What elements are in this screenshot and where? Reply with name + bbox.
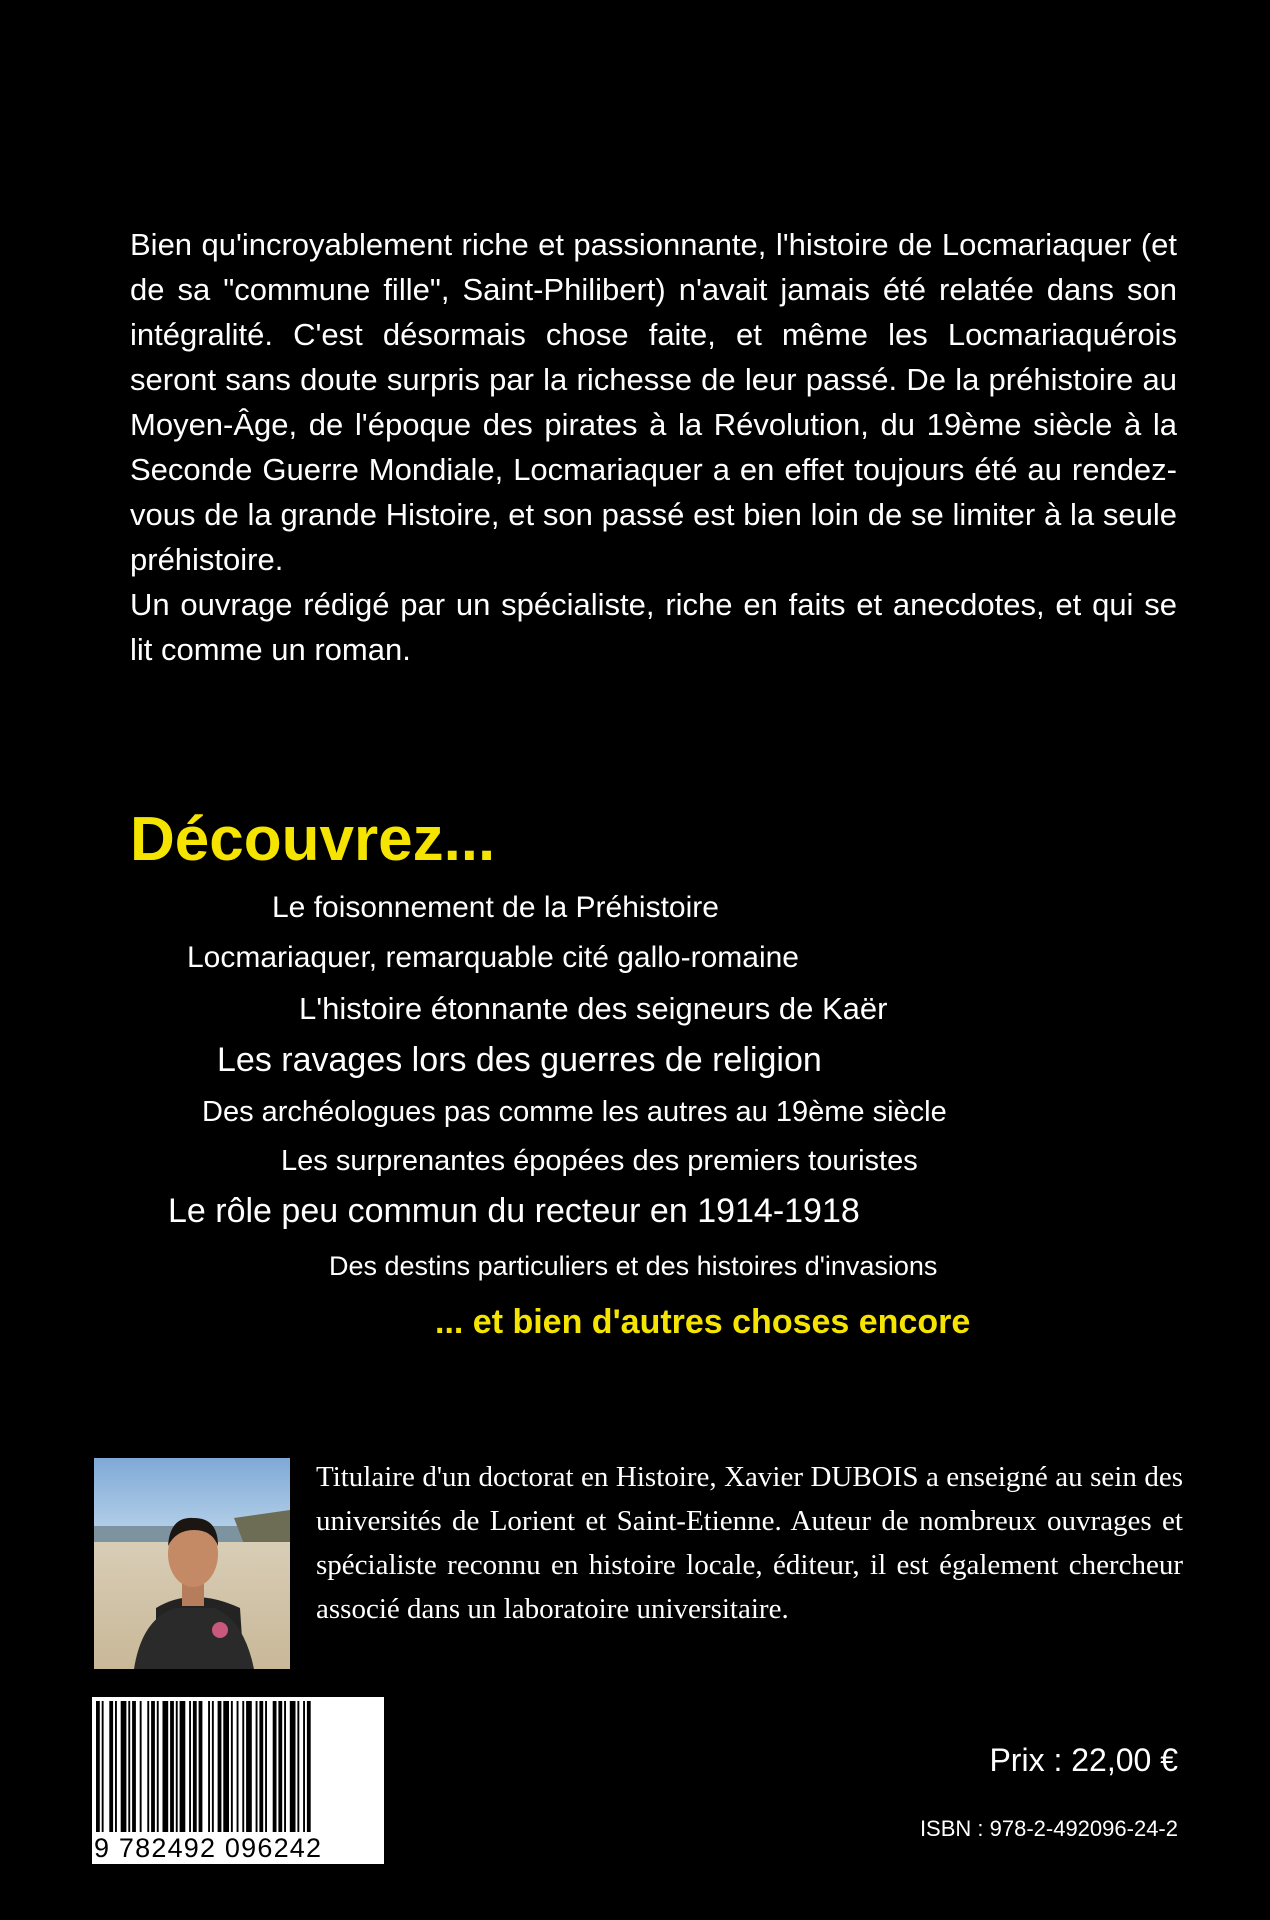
barcode-bar [297,1701,299,1833]
blurb-paragraph-2: Un ouvrage rédigé par un spécialiste, riche en faits et anecdotes, et qui se lit comme un roman. [130,587,1177,667]
barcode-bar [121,1701,127,1833]
discover-heading: Découvrez... [130,805,496,874]
barcode-bar [290,1701,296,1833]
barcode-bar [109,1701,113,1833]
barcode-bar [193,1701,197,1833]
barcode-bar [151,1701,155,1833]
barcode-bar [273,1701,277,1833]
barcode-bar [242,1701,244,1833]
barcode-bar [115,1701,117,1833]
barcode-bar [180,1701,186,1833]
barcode-bar [147,1701,149,1833]
barcode-bar [128,1701,130,1833]
topic-item: L'histoire étonnante des seigneurs de Kaër [299,991,888,1026]
barcode-bar [140,1701,142,1833]
topic-item: Les surprenantes épopées des premiers touristes [281,1145,918,1177]
price-label: Prix : 22,00 € [989,1742,1178,1778]
author-photo-image [94,1458,290,1669]
barcode-bar [199,1701,203,1833]
author-bio: Titulaire d'un doctorat en Histoire, Xavier DUBOIS a enseigné au sein des universités de Lorient et Saint-Etienne. Auteur de nombreux ouvrages et spécialiste reconnu en histoire locale, éditeur, il est également chercheur associé dans un laboratoire universitaire. [316,1461,1183,1625]
barcode-bar [237,1701,239,1833]
topic-item: Des destins particuliers et des histoires d'invasions [329,1251,938,1281]
barcode-bar [259,1701,263,1833]
blurb-paragraph-1: Bien qu'incroyablement riche et passionnante, l'histoire de Locmariaquer (et de sa "commune fille", Saint-Philibert) n'avait jamais été relatée dans son intégralité. C'est désormais chose faite, et même les Locmariaquérois seront sans doute surpris par la richesse de leur passé. De la préhistoire au Moyen-Âge, de l'époque des pirates à la Révolution, du 19ème siècle à la Seconde Guerre Mondiale, Locmariaquer a en effet toujours été au rendez-vous de la grande Histoire, et son passé est bien loin de se limiter à la seule préhistoire. [130,227,1177,577]
author-photo [94,1458,290,1669]
book-blurb [130,222,1177,672]
barcode-bar [284,1701,286,1833]
barcode-bar [231,1701,233,1833]
topic-item: Le foisonnement de la Préhistoire [272,891,719,924]
barcode-bar [246,1701,252,1833]
barcode-bar [223,1701,229,1833]
topic-item: Des archéologues pas comme les autres au 19ème siècle [202,1096,947,1128]
barcode-bar [170,1701,174,1833]
barcode-bar [256,1701,258,1833]
topic-item: Les ravages lors des guerres de religion [217,1041,822,1079]
isbn-label: ISBN : 978-2-492096-24-2 [919,1816,1178,1841]
barcode-bar [96,1701,100,1833]
topic-item: Locmariaquer, remarquable cité gallo-romaine [187,941,799,974]
barcode-bar [212,1701,214,1833]
barcode-bar [303,1701,305,1833]
barcode-bar [163,1701,169,1833]
barcode-bars [92,1697,384,1835]
barcode-bar [176,1701,178,1833]
barcode-digits: 9 782492 096242 [92,1832,384,1864]
closing-line: ... et bien d'autres choses encore [435,1303,971,1341]
barcode-bar [102,1701,104,1833]
isbn-barcode [92,1697,384,1864]
barcode-bar [189,1701,191,1833]
barcode-bar [157,1701,159,1833]
barcode-bar [278,1701,282,1833]
barcode-bar [208,1701,210,1833]
topic-item: Le rôle peu commun du recteur en 1914-1918 [168,1192,860,1230]
barcode-bar [132,1701,136,1833]
barcode-bar [307,1701,311,1833]
barcode-bar [265,1701,267,1833]
barcode-bar [218,1701,222,1833]
